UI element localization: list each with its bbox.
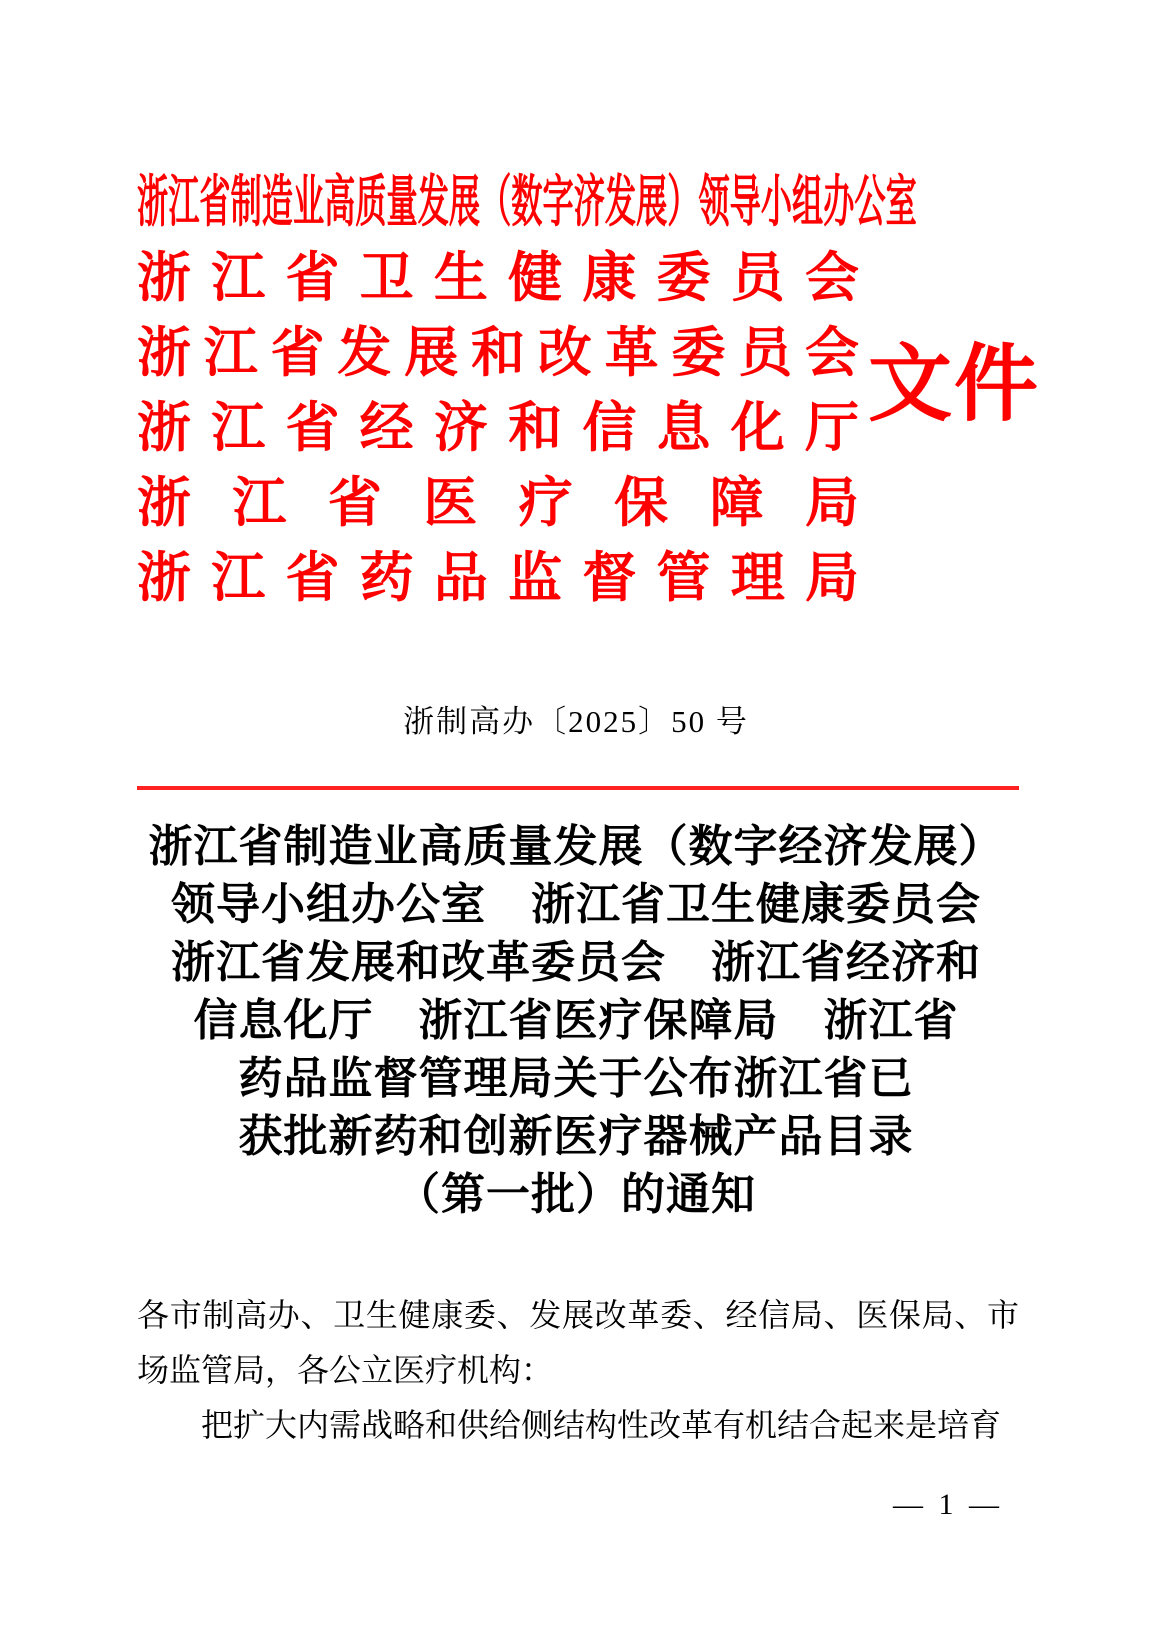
- document-marker-wenjian: 文件: [868, 339, 1041, 432]
- page-number: — 1 —: [893, 1488, 1003, 1521]
- title-line-6: 获批新药和创新医疗器械产品目录: [238, 1112, 914, 1161]
- body-paragraph: 把扩大内需战略和供给侧结构性改革有机结合起来是培育: [201, 1407, 1002, 1443]
- title-line-5: 药品监督管理局关于公布浙江省已: [238, 1054, 914, 1103]
- title-line-3: 浙江省发展和改革委员会 浙江省经济和: [171, 938, 981, 987]
- title-line-2: 领导小组办公室 浙江省卫生健康委员会: [171, 880, 981, 929]
- document-reference-number: 浙制高办〔2025〕50 号: [403, 704, 749, 739]
- issuer-line-leading-group-office: [137, 166, 917, 241]
- issuer-line-drug-administration: 浙江省药品监督管理局: [137, 548, 859, 608]
- document-title: [96, 818, 1056, 1224]
- salutation-line: 各市制高办、卫生健康委、发展改革委、经信局、医保局、市场监管局，各公立医疗机构：: [137, 1297, 1019, 1388]
- title-line-1: 浙江省制造业高质量发展（数字经济发展）: [148, 822, 1004, 871]
- issuer-line-economy-information-department: 浙江省经济和信息化厅: [137, 398, 859, 458]
- document-body: [137, 1288, 1019, 1453]
- issuer-line-development-reform-commission: 浙江省发展和改革委员会: [137, 323, 859, 383]
- title-line-7: （第一批）的通知: [396, 1170, 756, 1219]
- issuer-line-medical-security-bureau: 浙江省医疗保障局: [137, 473, 859, 533]
- document-letterhead: [137, 166, 917, 616]
- title-line-4: 信息化厅 浙江省医疗保障局 浙江省: [193, 996, 959, 1045]
- issuer-compressed-text: 浙江省制造业高质量发展（数字济发展）领导小组办公室: [137, 172, 917, 234]
- red-divider-line: [137, 786, 1019, 790]
- issuer-line-health-commission: 浙江省卫生健康委员会: [137, 248, 859, 308]
